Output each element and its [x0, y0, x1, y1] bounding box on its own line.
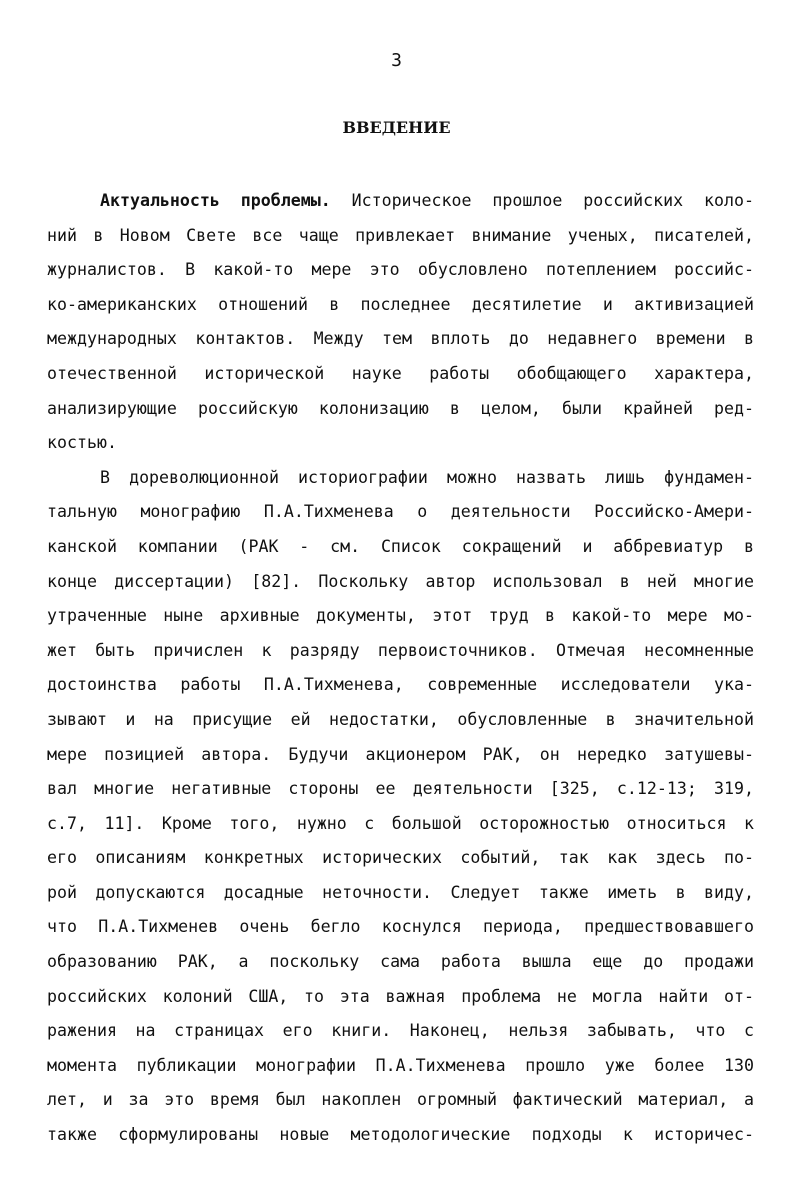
paragraph-2-line: с.7, 11]. Кроме того, нужно с большой осторожностью относиться к — [47, 813, 754, 833]
paragraph-1-line: ний в Новом Свете все чаще привлекает внимание ученых, писателей, — [47, 225, 754, 245]
paragraph-2-line: В дореволюционной историографии можно назвать лишь фундамен- — [100, 467, 754, 487]
paragraph-1-line: костью. — [47, 433, 117, 453]
paragraph-2-line: что П.А.Тихменев очень бегло коснулся периода, предшествовавшего — [47, 917, 754, 937]
paragraph-1-line: международных контактов. Между тем вплоть до недавнего времени в — [47, 329, 754, 349]
paragraph-2-line: российских колоний США, то эта важная проблема не могла найти от- — [47, 986, 754, 1006]
body-text — [47, 184, 754, 1153]
paragraph-2-line: достоинства работы П.А.Тихменева, современные исследователи ука- — [47, 675, 754, 695]
paragraph-2-line: его описаниям конкретных исторических событий, так как здесь по- — [47, 848, 754, 868]
paragraph-2-line: утраченные ныне архивные документы, этот труд в какой-то мере мо- — [47, 606, 754, 626]
paragraph-1-line-1 — [47, 184, 754, 219]
paragraph-1-line: отечественной исторической науке работы обобщающего характера, — [47, 363, 754, 383]
paragraph-2-line: лет, и за это время был накоплен огромный фактический материал, а — [47, 1090, 754, 1110]
paragraph-1-line: ко-американских отношений в последнее десятилетие и активизацией — [47, 294, 754, 314]
paragraph-2-line: мере позицией автора. Будучи акционером РАК, он нередко затушевы- — [47, 744, 754, 764]
paragraph-2-line: зывают и на присущие ей недостатки, обусловленные в значительной — [47, 709, 754, 729]
paragraph-2-line: тальную монографию П.А.Тихменева о деятельности Российско-Амери- — [47, 502, 754, 522]
paragraph-2-line: образованию РАК, а поскольку сама работа вышла еще до продажи — [47, 952, 754, 972]
paragraph-2-line: конце диссертации) [82]. Поскольку автор использовал в ней многие — [47, 571, 754, 591]
paragraph-1-first-line-text: Историческое прошлое российских коло- — [351, 191, 754, 210]
paragraph-2-line: вал многие негативные стороны ее деятельности [325, с.12-13; 319, — [47, 779, 754, 799]
paragraph-2-line: жет быть причислен к разряду первоисточников. Отмечая несомненные — [47, 640, 754, 660]
paragraph-1-bold-lead: Актуальность проблемы. — [100, 191, 331, 210]
page-number: 3 — [391, 50, 402, 71]
paragraph-2-line: канской компании (РАК - см. Список сокращений и аббревиатур в — [47, 536, 754, 556]
paragraph-2-line: также сформулированы новые методологические подходы к историчес- — [47, 1125, 754, 1145]
paragraph-1-line: анализирующие российскую колонизацию в целом, были крайней ред- — [47, 398, 754, 418]
paragraph-2-line: ражения на страницах его книги. Наконец, нельзя забывать, что с — [47, 1021, 754, 1041]
paragraph-2-line: момента публикации монографии П.А.Тихменева прошло уже более 130 — [47, 1055, 754, 1075]
paragraph-2-line: рой допускаются досадные неточности. Следует также иметь в виду, — [47, 882, 754, 902]
paragraph-1-line: журналистов. В какой-то мере это обусловлено потеплением российс- — [47, 260, 754, 280]
section-heading: ВВЕДЕНИЕ — [342, 118, 451, 137]
